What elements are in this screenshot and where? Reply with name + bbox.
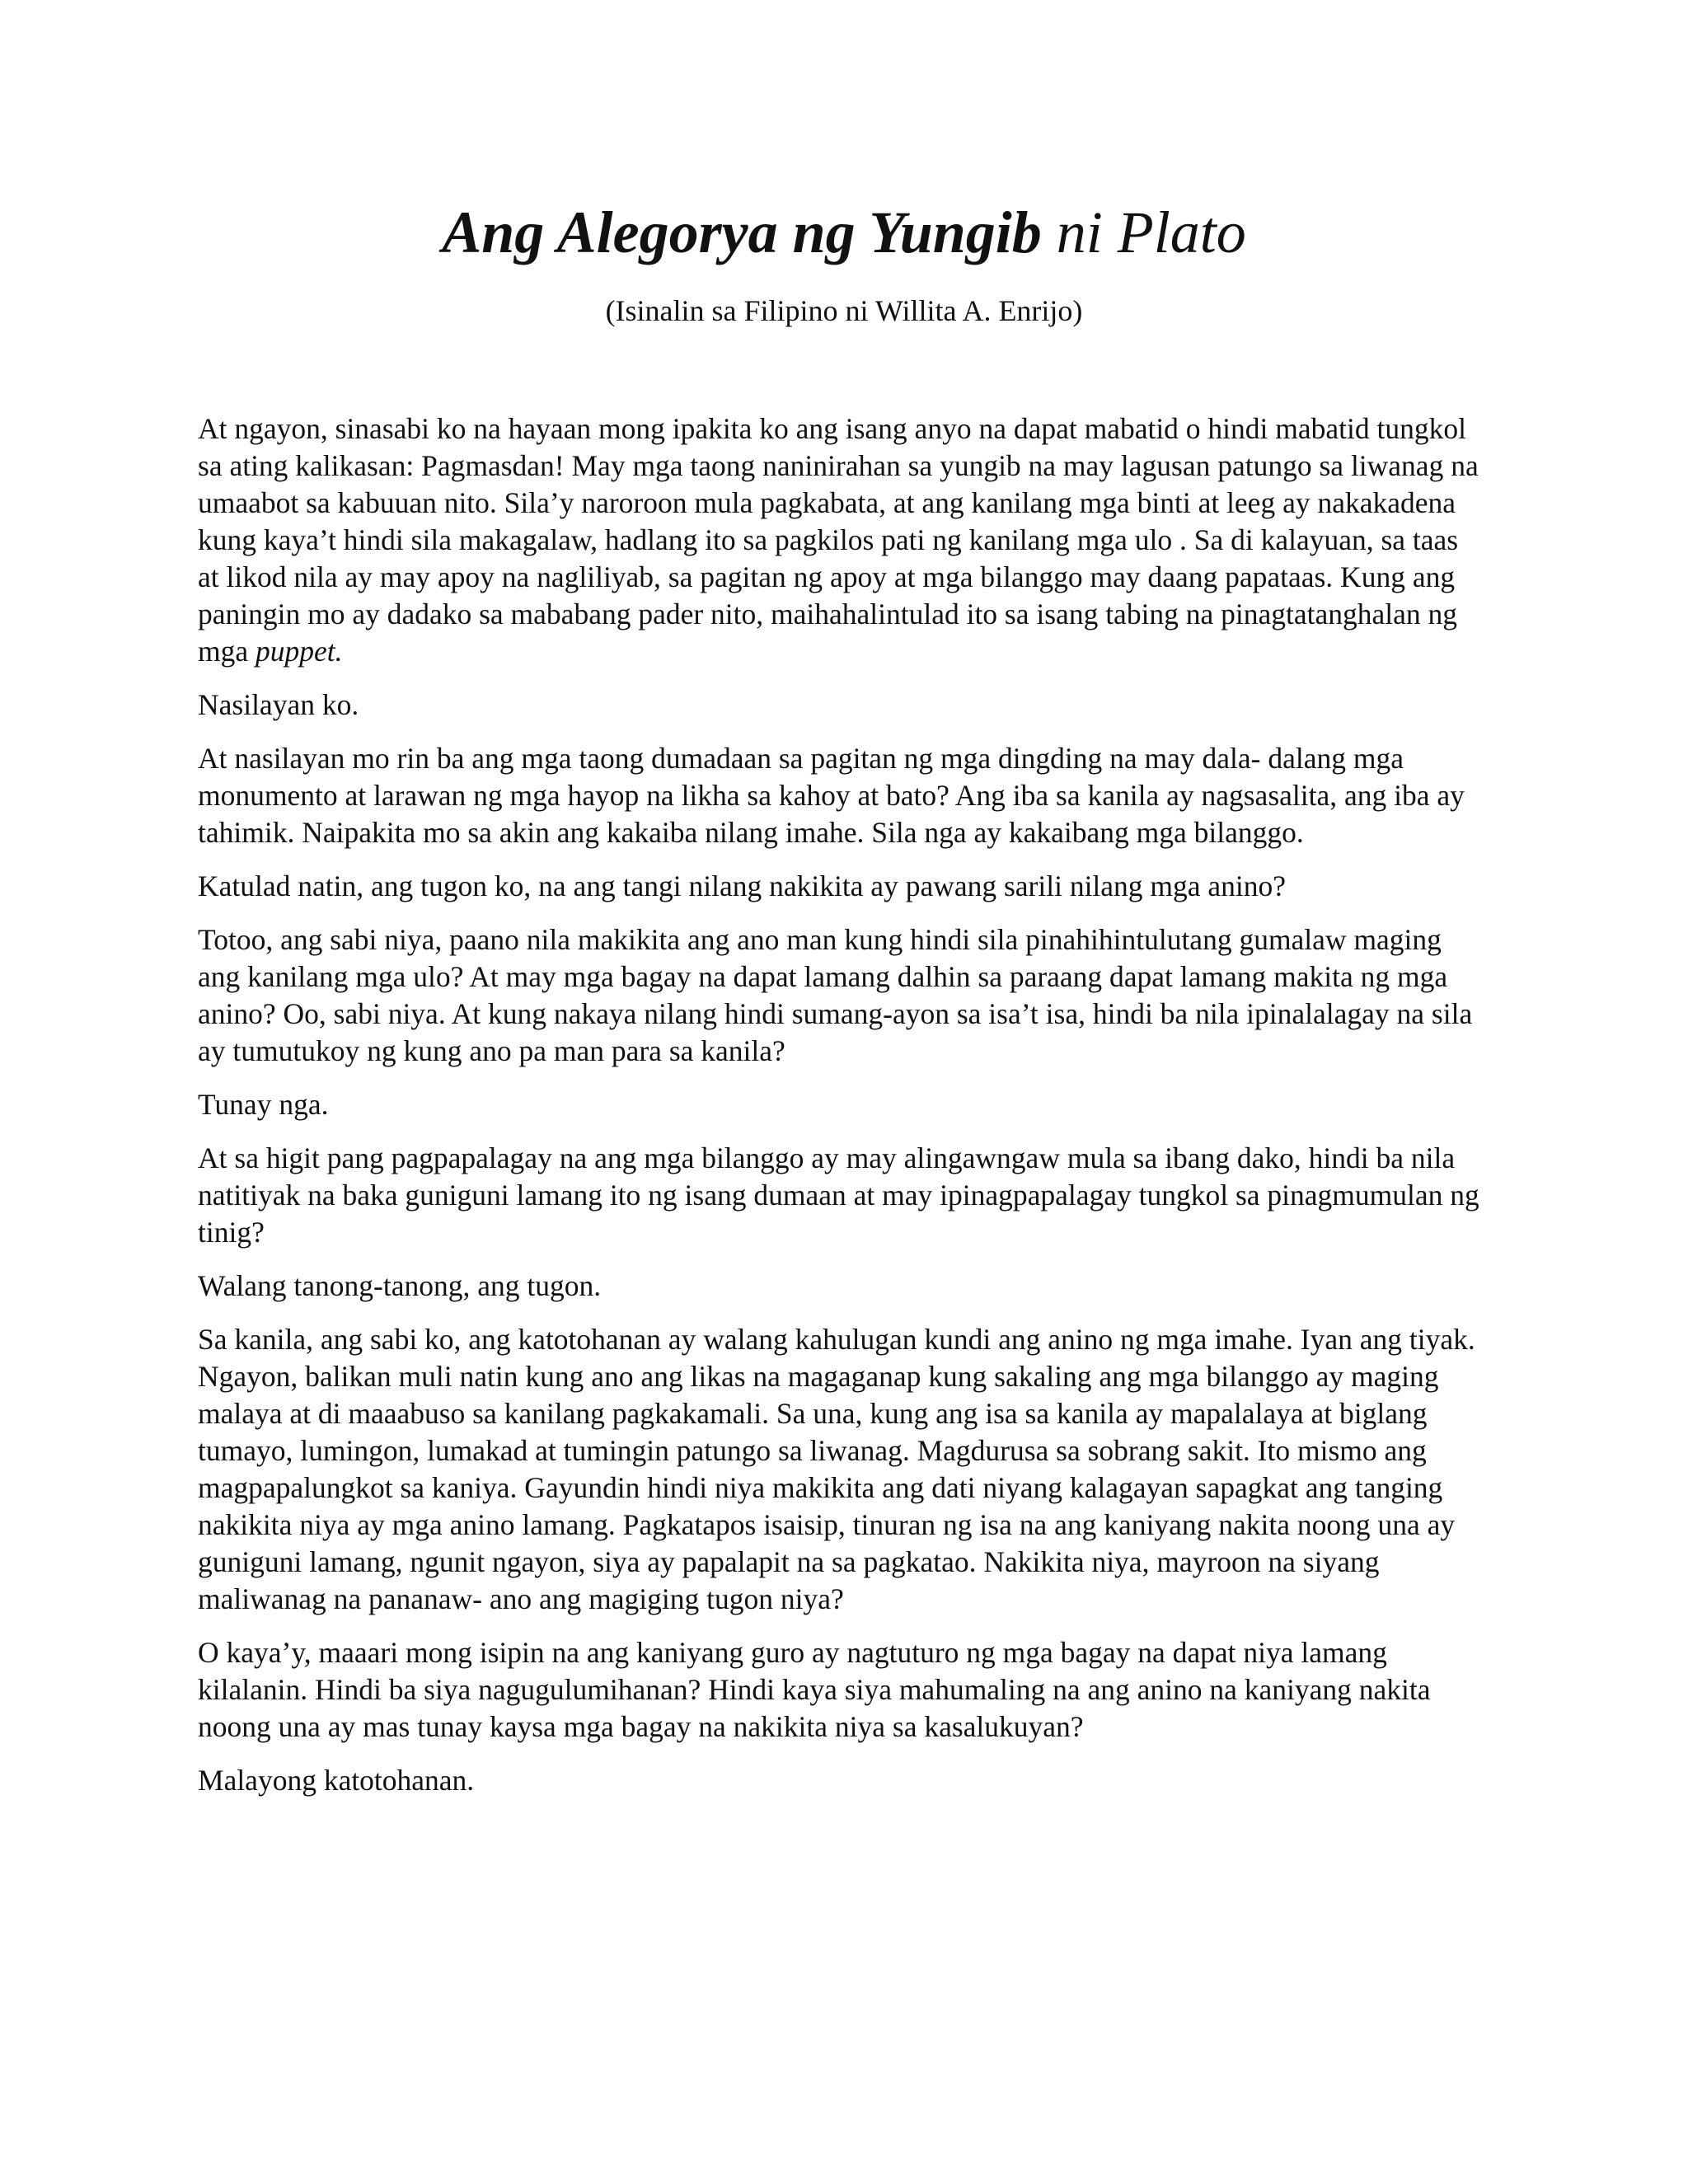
paragraph-5: Totoo, ang sabi niya, paano nila makikita ang ano man kung hindi sila pinahihintulutang gumalaw maging ang kanilang mga ulo? At may mga bagay na dapat lamang dalhin sa paraang dapat lamang makita ng mga anino? Oo, sabi niya. At kung nakaya nilang hindi sumang-ayon sa isa’t isa, hindi ba nila ipinalalagay na sila ay tumutukoy ng kung ano pa man para sa kanila? [198, 923, 1473, 1067]
paragraph-9: Sa kanila, ang sabi ko, ang katotohanan ay walang kahulugan kundi ang anino ng mga imahe. Iyan ang tiyak. Ngayon, balikan muli natin kung ano ang likas na magaganap kung sakaling ang mga bilanggo ay maging malaya at di maaabuso sa kanilang pagkakamali. Sa una, kung ang isa sa kanila ay mapalalaya at biglang tumayo, lumingon, lumakad at tumingin patungo sa liwanag. Magdurusa sa sobrang sakit. Ito mismo ang magpapalungkot sa kaniya. Gayundin hindi niya makikita ang dati niyang kalagayan sapagkat ang tanging nakikita niya ay mga anino lamang. Pagkatapos isaisip, tinuran ng isa na ang kaniyang nakita noong una ay guniguni lamang, ngunit ngayon, siya ay papalapit na sa pagkatao. Nakikita niya, mayroon na siyang maliwanag na pananaw- ano ang magiging tugon niya? [198, 1323, 1475, 1615]
document-subtitle: (Isinalin sa Filipino ni Willita A. Enrijo) [605, 294, 1083, 327]
paragraph-1-text: At ngayon, sinasabi ko na hayaan mong ipakita ko ang isang anyo na dapat mabatid o hindi mabatid tungkol sa ating kalikasan: Pagmasdan! May mga taong naninirahan sa yungib na may lagusan patungo sa liwanag na umaabot sa kabuuan nito. Sila’y naroroon mula pagkabata, at ang kanilang mga binti at leeg ay nakakadena kung kaya’t hindi sila makagalaw, hadlang ito sa pagkilos pati ng kanilang mga ulo . Sa di kalayuan, sa taas at likod nila ay may apoy na nagliliyab, sa pagitan ng apoy at mga bilanggo may daang papataas. Kung ang paningin mo ay dadako sa mababang pader nito, maihahalintulad ito sa isang tabing na pinagtatanghalan ng mga [198, 412, 1479, 668]
paragraph-7: At sa higit pang pagpapalagay na ang mga bilanggo ay may alingawngaw mula sa ibang dako, hindi ba nila natitiyak na baka guniguni lamang ito ng isang dumaan at may ipinagpapalagay tungkol sa pinagmumulan ng tinig? [198, 1141, 1479, 1249]
paragraph-2: Nasilayan ko. [198, 688, 359, 721]
paragraph-1-italic: puppet. [256, 635, 343, 668]
paragraph-6: Tunay nga. [198, 1088, 329, 1121]
paragraph-3: At nasilayan mo rin ba ang mga taong dumadaan sa pagitan ng mga dingding na may dala- dalang mga monumento at larawan ng mga hayop na likha sa kahoy at bato? Ang iba sa kanila ay nagsasalita, ang iba ay tahimik. Naipakita mo sa akin ang kakaiba nilang imahe. Sila nga ay kakaibang mga bilanggo. [198, 742, 1465, 849]
paragraph-8: Walang tanong-tanong, ang tugon. [198, 1269, 602, 1302]
paragraph-11: Malayong katotohanan. [198, 1764, 475, 1797]
document-body [198, 410, 1484, 1816]
title-main: Ang Alegorya ng Yungib [442, 199, 1042, 265]
paragraph-10: O kaya’y, maaari mong isipin na ang kaniyang guro ay nagtuturo ng mga bagay na dapat niya lamang kilalanin. Hindi ba siya nagugulumihanan? Hindi kaya siya mahumaling na ang anino na kaniyang nakita noong una ay mas tunay kaysa mga bagay na nakikita niya sa kasalukuyan? [198, 1636, 1431, 1743]
paragraph-4: Katulad natin, ang tugon ko, na ang tangi nilang nakikita ay pawang sarili nilang mga anino? [198, 869, 1287, 902]
document-title [0, 191, 1688, 274]
paragraph-1 [198, 410, 1484, 670]
title-author: ni Plato [1041, 199, 1246, 265]
